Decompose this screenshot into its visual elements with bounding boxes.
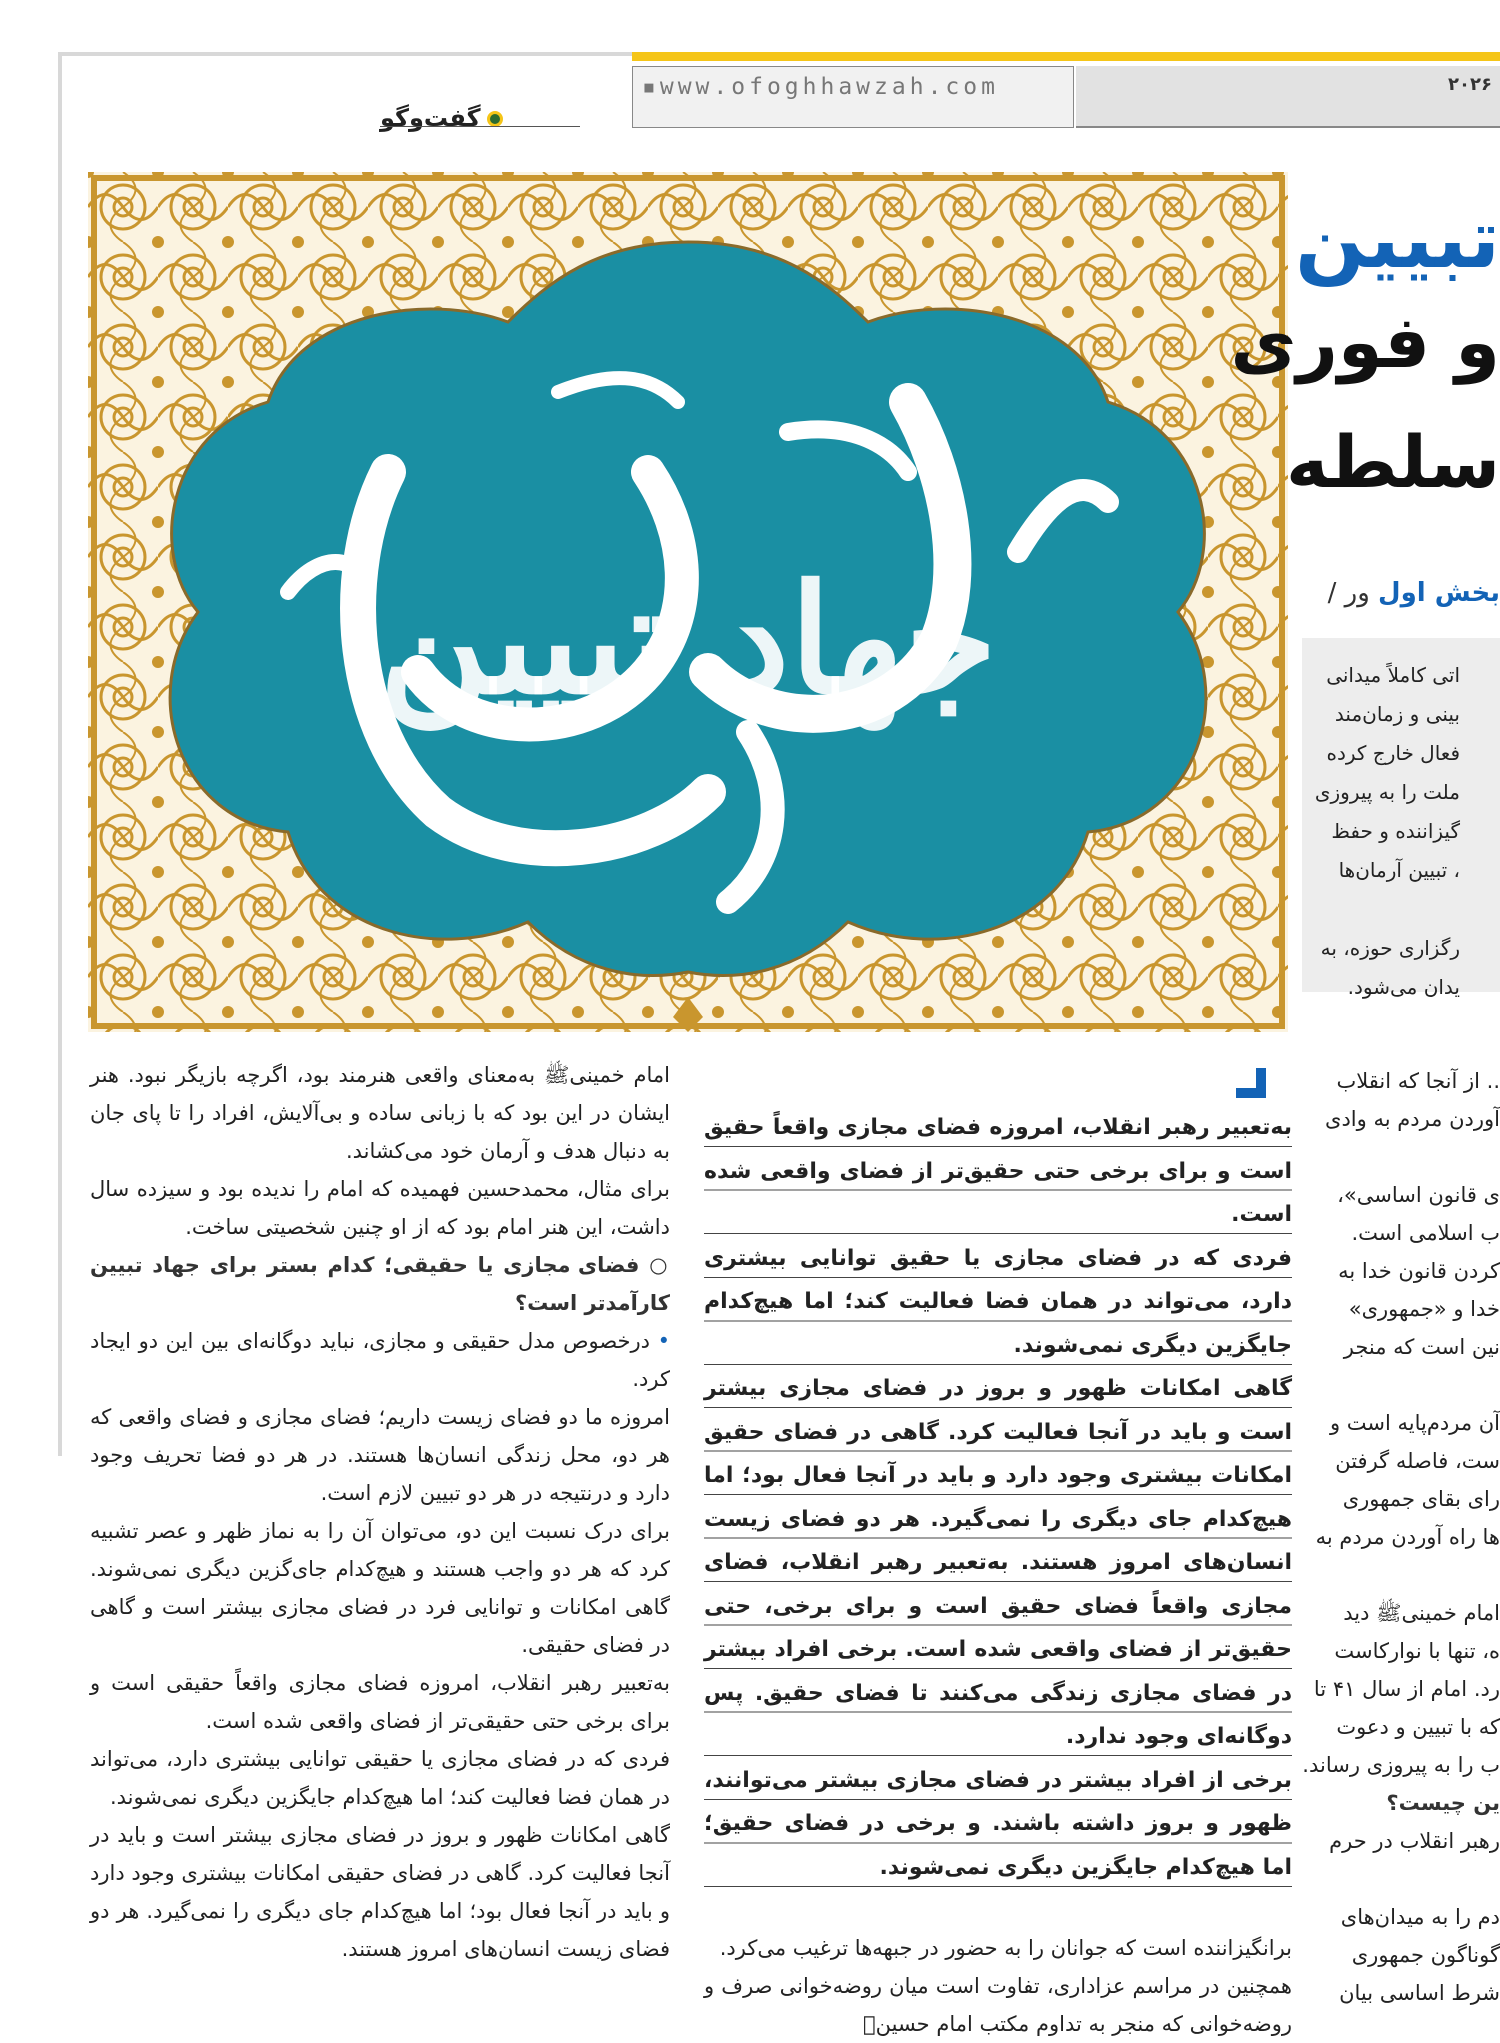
calligraphy-illustration (88, 172, 1288, 1032)
paragraph: گاهی امکانات ظهور و بروز در فضای مجازی بیشتر است و باید در آنجا فعالیت کرد. گاهی در فضای حقیقی امکانات بیشتری وجود دارد و باید در آنجا فعال بود؛ اما هیچ‌کدام جای دیگری را نمی‌گیرد. هر دو فضای زیست انسان‌های امروز هستند. (90, 1823, 670, 1961)
section-label: گفت‌وگو (380, 104, 503, 132)
paragraph: فردی که در فضای مجازی یا حقیقی توانایی بیشتری دارد، می‌تواند در همان فضا فعالیت کند؛ اما هیچ‌کدام جایگزین دیگری نمی‌شوند. (90, 1747, 670, 1809)
lead-line: ملت را به پیروزی (1314, 780, 1460, 804)
text-line: امام خمینیﷺ دید (1343, 1601, 1500, 1625)
paragraph: امروزه ما دو فضای زیست داریم؛ فضای مجازی و فضای واقعی که هر دو، محل زندگی انسان‌ها هستند. در هر دو فضا تحریف وجود دارد و درنتیجه در هر دو تبیین لازم است. (90, 1405, 670, 1505)
text-line: که با تبیین و دعوت (1336, 1715, 1500, 1739)
question-heading: ○ فضای مجازی یا حقیقی؛ کدام بستر برای جهاد تبیین کارآمدتر است؟ (90, 1253, 670, 1315)
bullet-dot-icon (487, 111, 503, 127)
lead-line: بینی و زمان‌مند (1334, 702, 1460, 726)
byline: بخش اول ور / (1327, 578, 1500, 608)
middle-text-column (704, 1106, 1292, 2043)
text-line: رد. امام از سال ۴۱ تا (1313, 1677, 1500, 1701)
text-line: گوناگون جمهوری (1351, 1943, 1500, 1967)
text-line: رای بقای جمهوری (1342, 1487, 1500, 1511)
quote-corner-icon (1236, 1068, 1266, 1098)
text-line: ست، فاصله گرفتن (1335, 1449, 1500, 1473)
lead-line: فعال خارج کرده (1326, 741, 1460, 765)
paragraph: همچنین در مراسم عزاداری، تفاوت است میان روضه‌خوانی صرف و روضه‌خوانی که منجر به تداوم مکتب امام حسینؑ (704, 1974, 1292, 2036)
paragraph: برای مثال، محمدحسین فهمیده که امام را ندیده بود و سیزده سال داشت، این هنر امام بود که از او چنین شخصیتی ساخت. (90, 1177, 670, 1239)
text-line: خدا و «جمهوری» (1348, 1297, 1500, 1321)
text-line: آن مردم‌پایه است و (1329, 1411, 1500, 1435)
paragraph: به‌تعبیر رهبر انقلاب، امروزه فضای مجازی واقعاً حقیقی است و برای برخی حتی حقیقی‌تر از فضای واقعی شده است. (90, 1671, 670, 1733)
lead-line: اتی کاملاً میدانی (1326, 663, 1460, 687)
bullet-icon: • (650, 1329, 670, 1353)
text-line: آوردن مردم به وادی (1325, 1107, 1500, 1131)
calligraphy-text: جهاد تبیین (378, 552, 998, 728)
question-heading: ین چیست؟ (1386, 1791, 1500, 1815)
lead-line: رگزاری حوزه، به (1320, 936, 1460, 960)
website-url[interactable]: ▪www.ofoghhawzah.com (642, 74, 999, 100)
text-line: ب را به پیروزی رساند. (1302, 1753, 1500, 1777)
lead-line: گیزاننده و حفظ (1331, 819, 1460, 843)
section-underline (380, 126, 580, 127)
headline-line-3: سلطه (1286, 420, 1500, 504)
left-text-column (90, 1056, 670, 1968)
headline-line-2: و فوری (1230, 300, 1500, 384)
right-text-column (1302, 1062, 1500, 2012)
text-line: ها راه آوردن مردم به (1315, 1525, 1500, 1549)
text-line: نین است که منجر (1343, 1335, 1500, 1359)
highlight-paragraph: گاهی امکانات ظهور و بروز در فضای مجازی بیشتر است و باید در آنجا فعالیت کرد. گاهی در فضای حقیق امکانات بیشتری وجود دارد و باید در آنجا فعال بود؛ اما هیچ‌کدام جای دیگری را نمی‌گیرد. هر دو فضای زیست انسان‌های امروز هستند. به‌تعبیر رهبر انقلاب، فضای مجازی واقعاً فضای حقیق است و برای برخی، حتی حقیق‌تر از فضای واقعی شده است. برخی افراد بیشتر در فضای مجازی زندگی می‌کنند تا فضای حقیق. پس دوگانه‌ای وجود ندارد. (704, 1367, 1292, 1759)
lead-line (1302, 890, 1500, 929)
paragraph: • درخصوص مدل حقیقی و مجازی، نباید دوگانه‌ای بین این دو ایجاد کرد. (90, 1329, 670, 1391)
paragraph: امام خمینیﷺ به‌معنای واقعی هنرمند بود، اگرچه بازیگر نبود. هنر ایشان در این بود که با زبانی ساده و بی‌آلایش، افراد را تا پای جان به دنبال هدف و آرمان خود می‌کشاند. (90, 1063, 670, 1163)
text-line: ی قانون اساسی»، (1337, 1183, 1500, 1207)
issue-bar (1076, 66, 1500, 128)
paragraph: برانگیزاننده است که جوانان را به حضور در جبهه‌ها ترغیب می‌کرد. (719, 1936, 1292, 1960)
highlight-paragraph: فردی که در فضای مجازی یا حقیق توانایی بیشتری دارد، می‌تواند در همان فضا فعالیت کند؛ اما هیچ‌کدام جایگزین دیگری نمی‌شوند. (704, 1237, 1292, 1368)
text-line: ب اسلامی است. (1351, 1221, 1500, 1245)
issue-number: ۲۰۲۶ (1448, 74, 1492, 95)
paragraph: برای درک نسبت این دو، می‌توان آن را به نماز ظهر و عصر تشبیه کرد که هر دو واجب هستند و هیچ‌کدام جای‌گزین دیگری نمی‌شوند. گاهی امکانات و توانایی فرد در فضای مجازی بیشتر است و گاهی در فضای حقیقی. (90, 1519, 670, 1657)
text-line: رهبر انقلاب در حرم (1329, 1829, 1500, 1853)
highlight-paragraph: برخی از افراد بیشتر در فضای مجازی بیشتر می‌توانند، ظهور و بروز داشته باشند. و برخی در فضای حقیق؛ اما هیچ‌کدام جایگزین دیگری نمی‌شوند. (704, 1759, 1292, 1890)
text-line: شرط اساسی بیان (1339, 1981, 1500, 2005)
headline-line-1: تبیین (1295, 192, 1500, 287)
highlight-paragraph: به‌تعبیر رهبر انقلاب، امروزه فضای مجازی واقعاً حقیق است و برای برخی حتی حقیق‌تر از فضای واقعی شده است. (704, 1106, 1292, 1237)
lead-line: یدان می‌شود. (1347, 975, 1460, 999)
text-line: کردن قانون خدا به (1338, 1259, 1500, 1283)
lead-line: ، تبیین آرمان‌ها (1338, 858, 1460, 882)
lead-box (1302, 638, 1500, 999)
text-line (1320, 1860, 1500, 1898)
text-line: .. از آنجا که انقلاب (1336, 1069, 1500, 1093)
text-line: ه، تنها با نوارکاست (1334, 1639, 1500, 1663)
text-line: دم را به میدان‌های (1340, 1905, 1500, 1929)
header-accent-bar (632, 52, 1500, 61)
